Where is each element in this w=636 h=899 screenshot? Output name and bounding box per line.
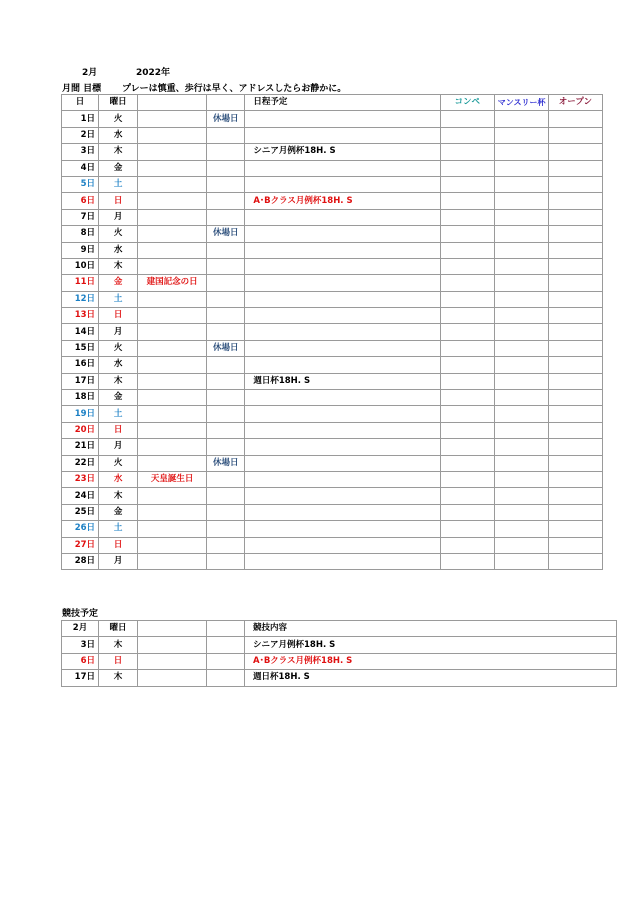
holiday-cell xyxy=(138,176,207,192)
closed-cell xyxy=(207,537,245,553)
holiday-cell xyxy=(138,111,207,127)
weekday-cell: 火 xyxy=(99,111,138,127)
day-cell: 19日 xyxy=(62,406,99,422)
holiday-cell xyxy=(138,209,207,225)
holiday-cell xyxy=(138,357,207,373)
monthly-cup-cell xyxy=(494,324,548,340)
compe-cell xyxy=(440,160,494,176)
holiday-cell xyxy=(138,127,207,143)
compe-cell xyxy=(440,144,494,160)
monthly-cup-cell xyxy=(494,176,548,192)
weekday-cell: 金 xyxy=(99,275,138,291)
open-cell xyxy=(548,373,602,389)
comp-blank-cell xyxy=(138,670,207,686)
col-header-day: 日 xyxy=(62,95,99,111)
compe-cell xyxy=(440,406,494,422)
closed-cell xyxy=(207,439,245,455)
plan-cell xyxy=(245,553,440,569)
compe-cell xyxy=(440,111,494,127)
weekday-cell: 土 xyxy=(99,291,138,307)
weekday-cell: 水 xyxy=(99,471,138,487)
weekday-cell: 木 xyxy=(99,258,138,274)
closed-cell xyxy=(207,144,245,160)
plan-cell xyxy=(245,160,440,176)
comp-weekday-cell: 日 xyxy=(99,653,138,669)
monthly-cup-cell xyxy=(494,439,548,455)
compe-cell xyxy=(440,226,494,242)
compe-cell xyxy=(440,258,494,274)
day-cell: 18日 xyxy=(62,390,99,406)
col-header-monthly-cup: マンスリー杯 xyxy=(494,95,548,111)
weekday-cell: 火 xyxy=(99,455,138,471)
day-cell: 6日 xyxy=(62,193,99,209)
closed-cell: 休場日 xyxy=(207,111,245,127)
weekday-cell: 日 xyxy=(99,537,138,553)
monthly-cup-cell xyxy=(494,275,548,291)
compe-cell xyxy=(440,439,494,455)
day-cell: 16日 xyxy=(62,357,99,373)
open-cell xyxy=(548,176,602,192)
closed-cell xyxy=(207,258,245,274)
comp-col-header-blank-1 xyxy=(138,621,207,637)
day-cell: 24日 xyxy=(62,488,99,504)
day-cell: 17日 xyxy=(62,373,99,389)
holiday-cell xyxy=(138,308,207,324)
plan-cell xyxy=(245,258,440,274)
table-row xyxy=(62,406,603,422)
open-cell xyxy=(548,226,602,242)
comp-weekday-cell: 木 xyxy=(99,670,138,686)
closed-cell xyxy=(207,521,245,537)
weekday-cell: 日 xyxy=(99,193,138,209)
holiday-cell xyxy=(138,144,207,160)
table-row xyxy=(62,193,603,209)
comp-weekday-cell: 木 xyxy=(99,637,138,653)
monthly-cup-cell xyxy=(494,127,548,143)
compe-cell xyxy=(440,521,494,537)
comp-blank-cell xyxy=(138,653,207,669)
holiday-cell xyxy=(138,488,207,504)
plan-cell xyxy=(245,390,440,406)
monthly-cup-cell xyxy=(494,160,548,176)
closed-cell xyxy=(207,553,245,569)
weekday-cell: 月 xyxy=(99,553,138,569)
comp-col-header-blank-2 xyxy=(207,621,245,637)
holiday-cell xyxy=(138,291,207,307)
plan-cell xyxy=(245,422,440,438)
comp-day-cell: 3日 xyxy=(62,637,99,653)
holiday-cell xyxy=(138,242,207,258)
compe-cell xyxy=(440,390,494,406)
day-cell: 26日 xyxy=(62,521,99,537)
monthly-cup-cell xyxy=(494,291,548,307)
comp-blank-cell xyxy=(207,637,245,653)
comp-content-cell: 週日杯18H. S xyxy=(245,670,617,686)
compe-cell xyxy=(440,275,494,291)
weekday-cell: 日 xyxy=(99,422,138,438)
open-cell xyxy=(548,111,602,127)
plan-cell xyxy=(245,521,440,537)
compe-cell xyxy=(440,324,494,340)
monthly-cup-cell xyxy=(494,308,548,324)
holiday-cell xyxy=(138,324,207,340)
compe-cell xyxy=(440,537,494,553)
closed-cell xyxy=(207,193,245,209)
holiday-cell xyxy=(138,455,207,471)
table-row xyxy=(62,488,603,504)
holiday-cell xyxy=(138,340,207,356)
compe-cell xyxy=(440,308,494,324)
open-cell xyxy=(548,242,602,258)
monthly-cup-cell xyxy=(494,471,548,487)
weekday-cell: 金 xyxy=(99,504,138,520)
open-cell xyxy=(548,504,602,520)
holiday-cell xyxy=(138,422,207,438)
weekday-cell: 水 xyxy=(99,357,138,373)
table-row xyxy=(62,291,603,307)
day-cell: 9日 xyxy=(62,242,99,258)
plan-cell: 週日杯18H. S xyxy=(245,373,440,389)
day-cell: 14日 xyxy=(62,324,99,340)
monthly-cup-cell xyxy=(494,357,548,373)
compe-cell xyxy=(440,422,494,438)
col-header-holiday xyxy=(138,95,207,111)
compe-cell xyxy=(440,176,494,192)
day-cell: 3日 xyxy=(62,144,99,160)
day-cell: 4日 xyxy=(62,160,99,176)
monthly-cup-cell xyxy=(494,553,548,569)
plan-cell xyxy=(245,537,440,553)
day-cell: 27日 xyxy=(62,537,99,553)
plan-cell xyxy=(245,504,440,520)
day-cell: 10日 xyxy=(62,258,99,274)
open-cell xyxy=(548,127,602,143)
plan-cell xyxy=(245,308,440,324)
closed-cell xyxy=(207,176,245,192)
table-row xyxy=(62,357,603,373)
day-cell: 2日 xyxy=(62,127,99,143)
compe-cell xyxy=(440,357,494,373)
weekday-cell: 水 xyxy=(99,127,138,143)
monthly-cup-cell xyxy=(494,340,548,356)
comp-day-cell: 17日 xyxy=(62,670,99,686)
plan-cell xyxy=(245,357,440,373)
comp-blank-cell xyxy=(207,670,245,686)
table-row xyxy=(62,373,603,389)
open-cell xyxy=(548,275,602,291)
closed-cell xyxy=(207,324,245,340)
open-cell xyxy=(548,209,602,225)
open-cell xyxy=(548,160,602,176)
monthly-cup-cell xyxy=(494,144,548,160)
day-cell: 22日 xyxy=(62,455,99,471)
compe-cell xyxy=(440,291,494,307)
year-label: 2022年 xyxy=(136,68,171,78)
open-cell xyxy=(548,406,602,422)
open-cell xyxy=(548,258,602,274)
monthly-cup-cell xyxy=(494,373,548,389)
compe-cell xyxy=(440,455,494,471)
open-cell xyxy=(548,521,602,537)
comp-col-header-content: 競技内容 xyxy=(245,621,617,637)
open-cell xyxy=(548,390,602,406)
day-cell: 23日 xyxy=(62,471,99,487)
plan-cell xyxy=(245,226,440,242)
open-cell xyxy=(548,357,602,373)
plan-cell xyxy=(245,439,440,455)
comp-blank-cell xyxy=(138,637,207,653)
table-row xyxy=(62,258,603,274)
plan-cell xyxy=(245,471,440,487)
competition-title: 競技予定 xyxy=(62,609,99,619)
closed-cell xyxy=(207,127,245,143)
day-cell: 15日 xyxy=(62,340,99,356)
plan-cell xyxy=(245,324,440,340)
closed-cell xyxy=(207,308,245,324)
holiday-cell xyxy=(138,504,207,520)
weekday-cell: 月 xyxy=(99,439,138,455)
comp-content-cell: シニア月例杯18H. S xyxy=(245,637,617,653)
compe-cell xyxy=(440,193,494,209)
table-row xyxy=(62,471,603,487)
schedule-table xyxy=(61,94,603,570)
monthly-cup-cell xyxy=(494,111,548,127)
open-cell xyxy=(548,488,602,504)
plan-cell xyxy=(245,111,440,127)
open-cell xyxy=(548,144,602,160)
open-cell xyxy=(548,422,602,438)
compe-cell xyxy=(440,504,494,520)
monthly-goal-label: 月間 目標 xyxy=(62,84,102,94)
open-cell xyxy=(548,308,602,324)
table-row xyxy=(62,308,603,324)
monthly-cup-cell xyxy=(494,390,548,406)
open-cell xyxy=(548,340,602,356)
plan-cell xyxy=(245,291,440,307)
holiday-cell xyxy=(138,406,207,422)
comp-col-header-weekday: 曜日 xyxy=(99,621,138,637)
table-row xyxy=(62,422,603,438)
day-cell: 25日 xyxy=(62,504,99,520)
closed-cell xyxy=(207,291,245,307)
compe-cell xyxy=(440,127,494,143)
open-cell xyxy=(548,471,602,487)
compe-cell xyxy=(440,553,494,569)
closed-cell xyxy=(207,373,245,389)
closed-cell: 休場日 xyxy=(207,226,245,242)
closed-cell xyxy=(207,504,245,520)
day-cell: 5日 xyxy=(62,176,99,192)
holiday-cell xyxy=(138,521,207,537)
monthly-goal-text: プレーは慎重、歩行は早く、アドレスしたらお静かに。 xyxy=(122,84,347,94)
table-row xyxy=(62,455,603,471)
open-cell xyxy=(548,553,602,569)
table-row xyxy=(62,390,603,406)
compe-cell xyxy=(440,471,494,487)
day-cell: 8日 xyxy=(62,226,99,242)
weekday-cell: 土 xyxy=(99,176,138,192)
weekday-cell: 日 xyxy=(99,308,138,324)
holiday-cell xyxy=(138,390,207,406)
schedule-header-row xyxy=(62,95,603,111)
compe-cell xyxy=(440,209,494,225)
weekday-cell: 月 xyxy=(99,209,138,225)
compe-cell xyxy=(440,242,494,258)
monthly-cup-cell xyxy=(494,455,548,471)
table-row xyxy=(62,521,603,537)
table-row xyxy=(62,504,603,520)
table-row xyxy=(62,242,603,258)
weekday-cell: 木 xyxy=(99,144,138,160)
table-row xyxy=(62,439,603,455)
weekday-cell: 水 xyxy=(99,242,138,258)
col-header-open: オープン xyxy=(548,95,602,111)
holiday-cell: 建国記念の日 xyxy=(138,275,207,291)
holiday-cell xyxy=(138,373,207,389)
weekday-cell: 火 xyxy=(99,226,138,242)
table-row xyxy=(62,670,617,686)
plan-cell xyxy=(245,488,440,504)
closed-cell xyxy=(207,357,245,373)
holiday-cell xyxy=(138,226,207,242)
plan-cell xyxy=(245,275,440,291)
weekday-cell: 土 xyxy=(99,406,138,422)
holiday-cell: 天皇誕生日 xyxy=(138,471,207,487)
monthly-cup-cell xyxy=(494,226,548,242)
plan-cell xyxy=(245,127,440,143)
competition-header-row xyxy=(62,621,617,637)
plan-cell xyxy=(245,209,440,225)
table-row xyxy=(62,127,603,143)
open-cell xyxy=(548,193,602,209)
col-header-plan: 日程予定 xyxy=(245,95,440,111)
monthly-cup-cell xyxy=(494,258,548,274)
day-cell: 13日 xyxy=(62,308,99,324)
closed-cell: 休場日 xyxy=(207,455,245,471)
table-row xyxy=(62,553,603,569)
table-row xyxy=(62,111,603,127)
monthly-cup-cell xyxy=(494,488,548,504)
open-cell xyxy=(548,537,602,553)
holiday-cell xyxy=(138,258,207,274)
monthly-cup-cell xyxy=(494,537,548,553)
col-header-closed xyxy=(207,95,245,111)
day-cell: 21日 xyxy=(62,439,99,455)
comp-day-cell: 6日 xyxy=(62,653,99,669)
closed-cell xyxy=(207,471,245,487)
plan-cell xyxy=(245,242,440,258)
table-row xyxy=(62,637,617,653)
compe-cell xyxy=(440,488,494,504)
weekday-cell: 木 xyxy=(99,488,138,504)
weekday-cell: 土 xyxy=(99,521,138,537)
weekday-cell: 金 xyxy=(99,160,138,176)
table-row xyxy=(62,275,603,291)
weekday-cell: 木 xyxy=(99,373,138,389)
table-row xyxy=(62,537,603,553)
open-cell xyxy=(548,455,602,471)
plan-cell xyxy=(245,406,440,422)
monthly-cup-cell xyxy=(494,504,548,520)
comp-col-header-month: 2月 xyxy=(62,621,99,637)
holiday-cell xyxy=(138,439,207,455)
monthly-cup-cell xyxy=(494,242,548,258)
closed-cell xyxy=(207,488,245,504)
table-row xyxy=(62,160,603,176)
day-cell: 1日 xyxy=(62,111,99,127)
plan-cell: シニア月例杯18H. S xyxy=(245,144,440,160)
monthly-cup-cell xyxy=(494,193,548,209)
day-cell: 12日 xyxy=(62,291,99,307)
plan-cell xyxy=(245,340,440,356)
plan-cell: A･Bクラス月例杯18H. S xyxy=(245,193,440,209)
closed-cell xyxy=(207,275,245,291)
table-row xyxy=(62,176,603,192)
holiday-cell xyxy=(138,193,207,209)
table-row xyxy=(62,209,603,225)
holiday-cell xyxy=(138,537,207,553)
closed-cell xyxy=(207,160,245,176)
table-row xyxy=(62,340,603,356)
day-cell: 11日 xyxy=(62,275,99,291)
table-row xyxy=(62,144,603,160)
monthly-cup-cell xyxy=(494,521,548,537)
weekday-cell: 金 xyxy=(99,390,138,406)
table-row xyxy=(62,324,603,340)
competition-table xyxy=(61,620,617,687)
weekday-cell: 月 xyxy=(99,324,138,340)
weekday-cell: 火 xyxy=(99,340,138,356)
closed-cell xyxy=(207,406,245,422)
day-cell: 7日 xyxy=(62,209,99,225)
closed-cell xyxy=(207,422,245,438)
open-cell xyxy=(548,324,602,340)
col-header-weekday: 曜日 xyxy=(99,95,138,111)
compe-cell xyxy=(440,340,494,356)
table-row xyxy=(62,226,603,242)
closed-cell xyxy=(207,390,245,406)
monthly-cup-cell xyxy=(494,209,548,225)
open-cell xyxy=(548,291,602,307)
plan-cell xyxy=(245,176,440,192)
day-cell: 20日 xyxy=(62,422,99,438)
closed-cell xyxy=(207,209,245,225)
compe-cell xyxy=(440,373,494,389)
holiday-cell xyxy=(138,160,207,176)
comp-content-cell: A･Bクラス月例杯18H. S xyxy=(245,653,617,669)
closed-cell xyxy=(207,242,245,258)
monthly-cup-cell xyxy=(494,422,548,438)
table-row xyxy=(62,653,617,669)
plan-cell xyxy=(245,455,440,471)
holiday-cell xyxy=(138,553,207,569)
comp-blank-cell xyxy=(207,653,245,669)
monthly-cup-cell xyxy=(494,406,548,422)
col-header-compe: コンペ xyxy=(440,95,494,111)
day-cell: 28日 xyxy=(62,553,99,569)
month-label: 2月 xyxy=(82,68,98,78)
open-cell xyxy=(548,439,602,455)
closed-cell: 休場日 xyxy=(207,340,245,356)
